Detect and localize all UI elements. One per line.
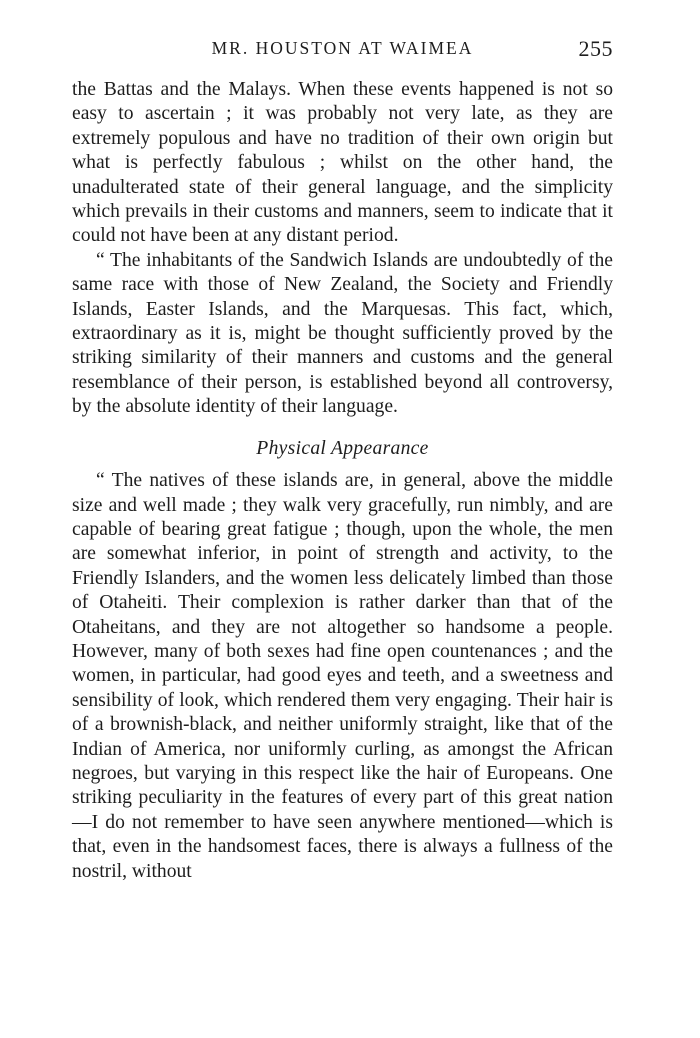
paragraph-physical-appearance: “ The natives of these islands are, in general, above the middle size and well made ; they walk very gracefully, run nimbly, and are capable of bearing great fatigue ; though, upon the whole, the men are somewhat inferior, in point of strength and activity, to the Friendly Islanders, and the women less delicately limbed than those of Otaheiti. Their complexion is rather darker than that of the Otaheitans, and they are not altogether so handsome a people. However, many of both sexes had fine open countenances ; and the women, in particular, had good eyes and teeth, and a sweetness and sensibility of look, which rendered them very engaging. Their hair is of a brownish-black, and neither uniformly straight, like that of the Indian of America, nor uniformly curling, as amongst the African negroes, but varying in this respect like the hair of Europeans. One striking peculiarity in the features of every part of this great nation—I do not remember to have seen anywhere mentioned—which is that, even in the handsomest faces, there is always a fullness of the nostril, without (72, 470, 613, 882)
page-number: 255 (578, 36, 613, 61)
section-heading: Physical Appearance (256, 437, 429, 459)
paragraph-sandwich-islands: “ The inhabitants of the Sandwich Islands are undoubtedly of the same race with those of New Zealand, the Society and Friendly Islands, Easter Islands, and the Marquesas. This fact, which, extraordinary as it is, might be thought sufficiently proved by the striking similarity of their manners and customs and the general resemblance of their person, is established beyond all controversy, by the absolute identity of their language. (72, 249, 613, 418)
running-title: MR. HOUSTON AT WAIMEA (211, 38, 474, 58)
paragraph-continuation: the Battas and the Malays. When these events happened is not so easy to ascertain ; it was probably not very late, as they are extremely populous and have no tradition of their own origin but what is perfectly fabulous ; whilst on the other hand, the unadulterated state of their general language, and the simplicity which prevails in their customs and manners, seem to indicate that it could not have been at any distant period. (72, 79, 613, 247)
running-head (72, 36, 613, 64)
body-text (72, 78, 613, 884)
